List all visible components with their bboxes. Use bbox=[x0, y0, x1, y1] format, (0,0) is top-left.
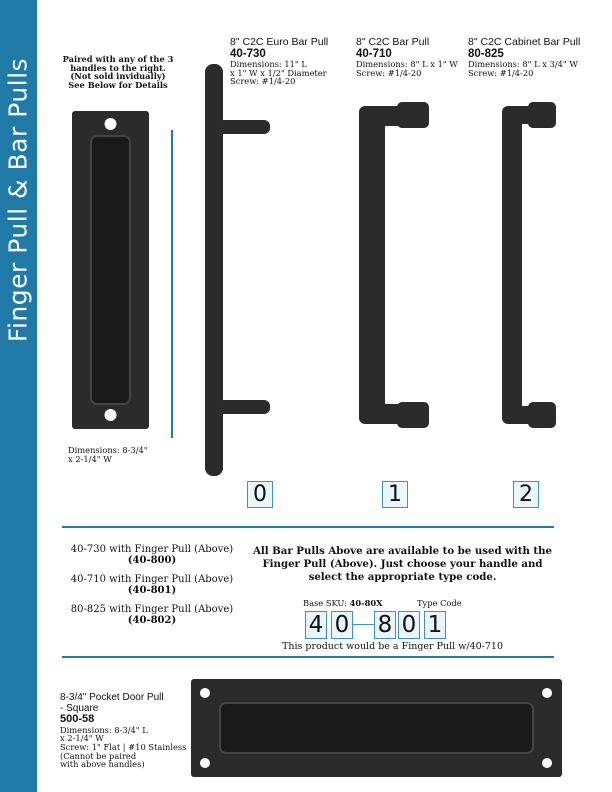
section-divider bbox=[62, 656, 554, 658]
pocket-door-pull-image bbox=[190, 678, 563, 778]
combo-sku: (40-802) bbox=[127, 614, 177, 626]
note-line: handles to the right. bbox=[70, 62, 166, 73]
product-bar-pull bbox=[356, 37, 458, 77]
combo-label: 40-730 with Finger Pull (Above) bbox=[70, 544, 234, 555]
product-sku: 80-825 bbox=[468, 48, 504, 61]
combo-label: 80-825 with Finger Pull (Above) bbox=[70, 604, 234, 615]
pocket-door-title: 8-3/4" Pocket Door Pull bbox=[60, 692, 164, 703]
sku-digit-box: 4 bbox=[305, 611, 327, 639]
product-sku: 40-730 bbox=[230, 48, 266, 61]
product-title: 8" C2C Bar Pull bbox=[356, 36, 430, 48]
pocket-door-detail: Dimensions: 8-3/4" L bbox=[60, 724, 148, 735]
type-code-box-2: 2 bbox=[513, 481, 539, 508]
product-cabinet-bar-pull bbox=[468, 37, 580, 77]
product-detail: Dimensions: 11" L bbox=[230, 59, 307, 70]
base-sku-text: Base SKU: bbox=[303, 598, 347, 608]
combo-sku: (40-801) bbox=[127, 584, 177, 596]
sku-digit-box: 8 bbox=[374, 611, 396, 639]
product-detail: Screw: #1/4-20 bbox=[468, 67, 534, 78]
type-code-label: Type Code bbox=[417, 598, 462, 608]
sidebar-band bbox=[0, 0, 37, 792]
pocket-door-detail: x 2-1/4" W bbox=[60, 733, 104, 744]
sku-digit-box: 0 bbox=[398, 611, 420, 639]
base-sku-label bbox=[303, 599, 383, 608]
note-line: (Not sold invidually) bbox=[70, 71, 166, 82]
base-sku-value: 40-80X bbox=[349, 598, 383, 608]
pocket-door-title: - Square bbox=[60, 702, 99, 714]
product-detail: Screw: #1/4-20 bbox=[356, 67, 422, 78]
combo-list bbox=[62, 545, 242, 626]
cabinet-bar-pull-image bbox=[500, 100, 560, 432]
dimensions-line: Dimensions: 8-3/4" bbox=[68, 445, 148, 455]
sku-digit-box: 0 bbox=[331, 611, 353, 639]
product-detail: Dimensions: 8" L x 3/4" W bbox=[468, 59, 578, 70]
combo-sku: (40-800) bbox=[127, 554, 177, 566]
note-line: See Below for Details bbox=[68, 80, 168, 91]
dimensions-line: x 2-1/4" W bbox=[68, 453, 112, 464]
pocket-door-detail: Screw: 1" Flat | #10 Stainless bbox=[60, 741, 187, 752]
sku-caption: This product would be a Finger Pull w/40-710 bbox=[282, 641, 503, 652]
product-detail: Screw: #1/4-20 bbox=[230, 76, 296, 87]
note-line: Paired with any of the 3 bbox=[62, 54, 174, 64]
product-detail: Dimensions: 8" L x 1" W bbox=[356, 59, 458, 70]
pocket-door-text bbox=[60, 693, 186, 769]
product-sku: 40-710 bbox=[356, 48, 392, 61]
sku-digit-box: 1 bbox=[424, 611, 446, 639]
vertical-divider bbox=[171, 130, 173, 438]
section-divider bbox=[62, 526, 554, 528]
euro-bar-pull-image bbox=[200, 62, 280, 480]
instructions bbox=[250, 545, 555, 583]
instruction-line: All Bar Pulls Above are available to be used with the bbox=[252, 545, 553, 557]
sidebar-title: Finger Pull & Bar Pulls bbox=[3, 57, 33, 343]
combo-label: 40-710 with Finger Pull (Above) bbox=[70, 574, 234, 585]
sku-connector bbox=[352, 624, 374, 625]
pocket-door-sku: 500-58 bbox=[60, 713, 95, 725]
type-code-box-0: 0 bbox=[247, 481, 273, 508]
pocket-door-detail: (Cannot be paired bbox=[60, 750, 137, 761]
bar-pull-image bbox=[357, 100, 432, 432]
product-title: 8" C2C Euro Bar Pull bbox=[230, 36, 329, 48]
product-title: 8" C2C Cabinet Bar Pull bbox=[468, 36, 581, 48]
type-code-box-1: 1 bbox=[382, 481, 408, 508]
finger-pull-note bbox=[58, 55, 178, 90]
instruction-line: select the appropriate type code. bbox=[308, 570, 497, 583]
finger-pull-dimensions bbox=[68, 446, 148, 463]
finger-pull-image bbox=[71, 110, 150, 430]
instruction-line: Finger Pull (Above). Just choose your handle and bbox=[262, 557, 543, 570]
product-detail: x 1" W x 1/2" Diameter bbox=[230, 67, 327, 78]
pocket-door-detail: with above handles) bbox=[60, 759, 145, 770]
